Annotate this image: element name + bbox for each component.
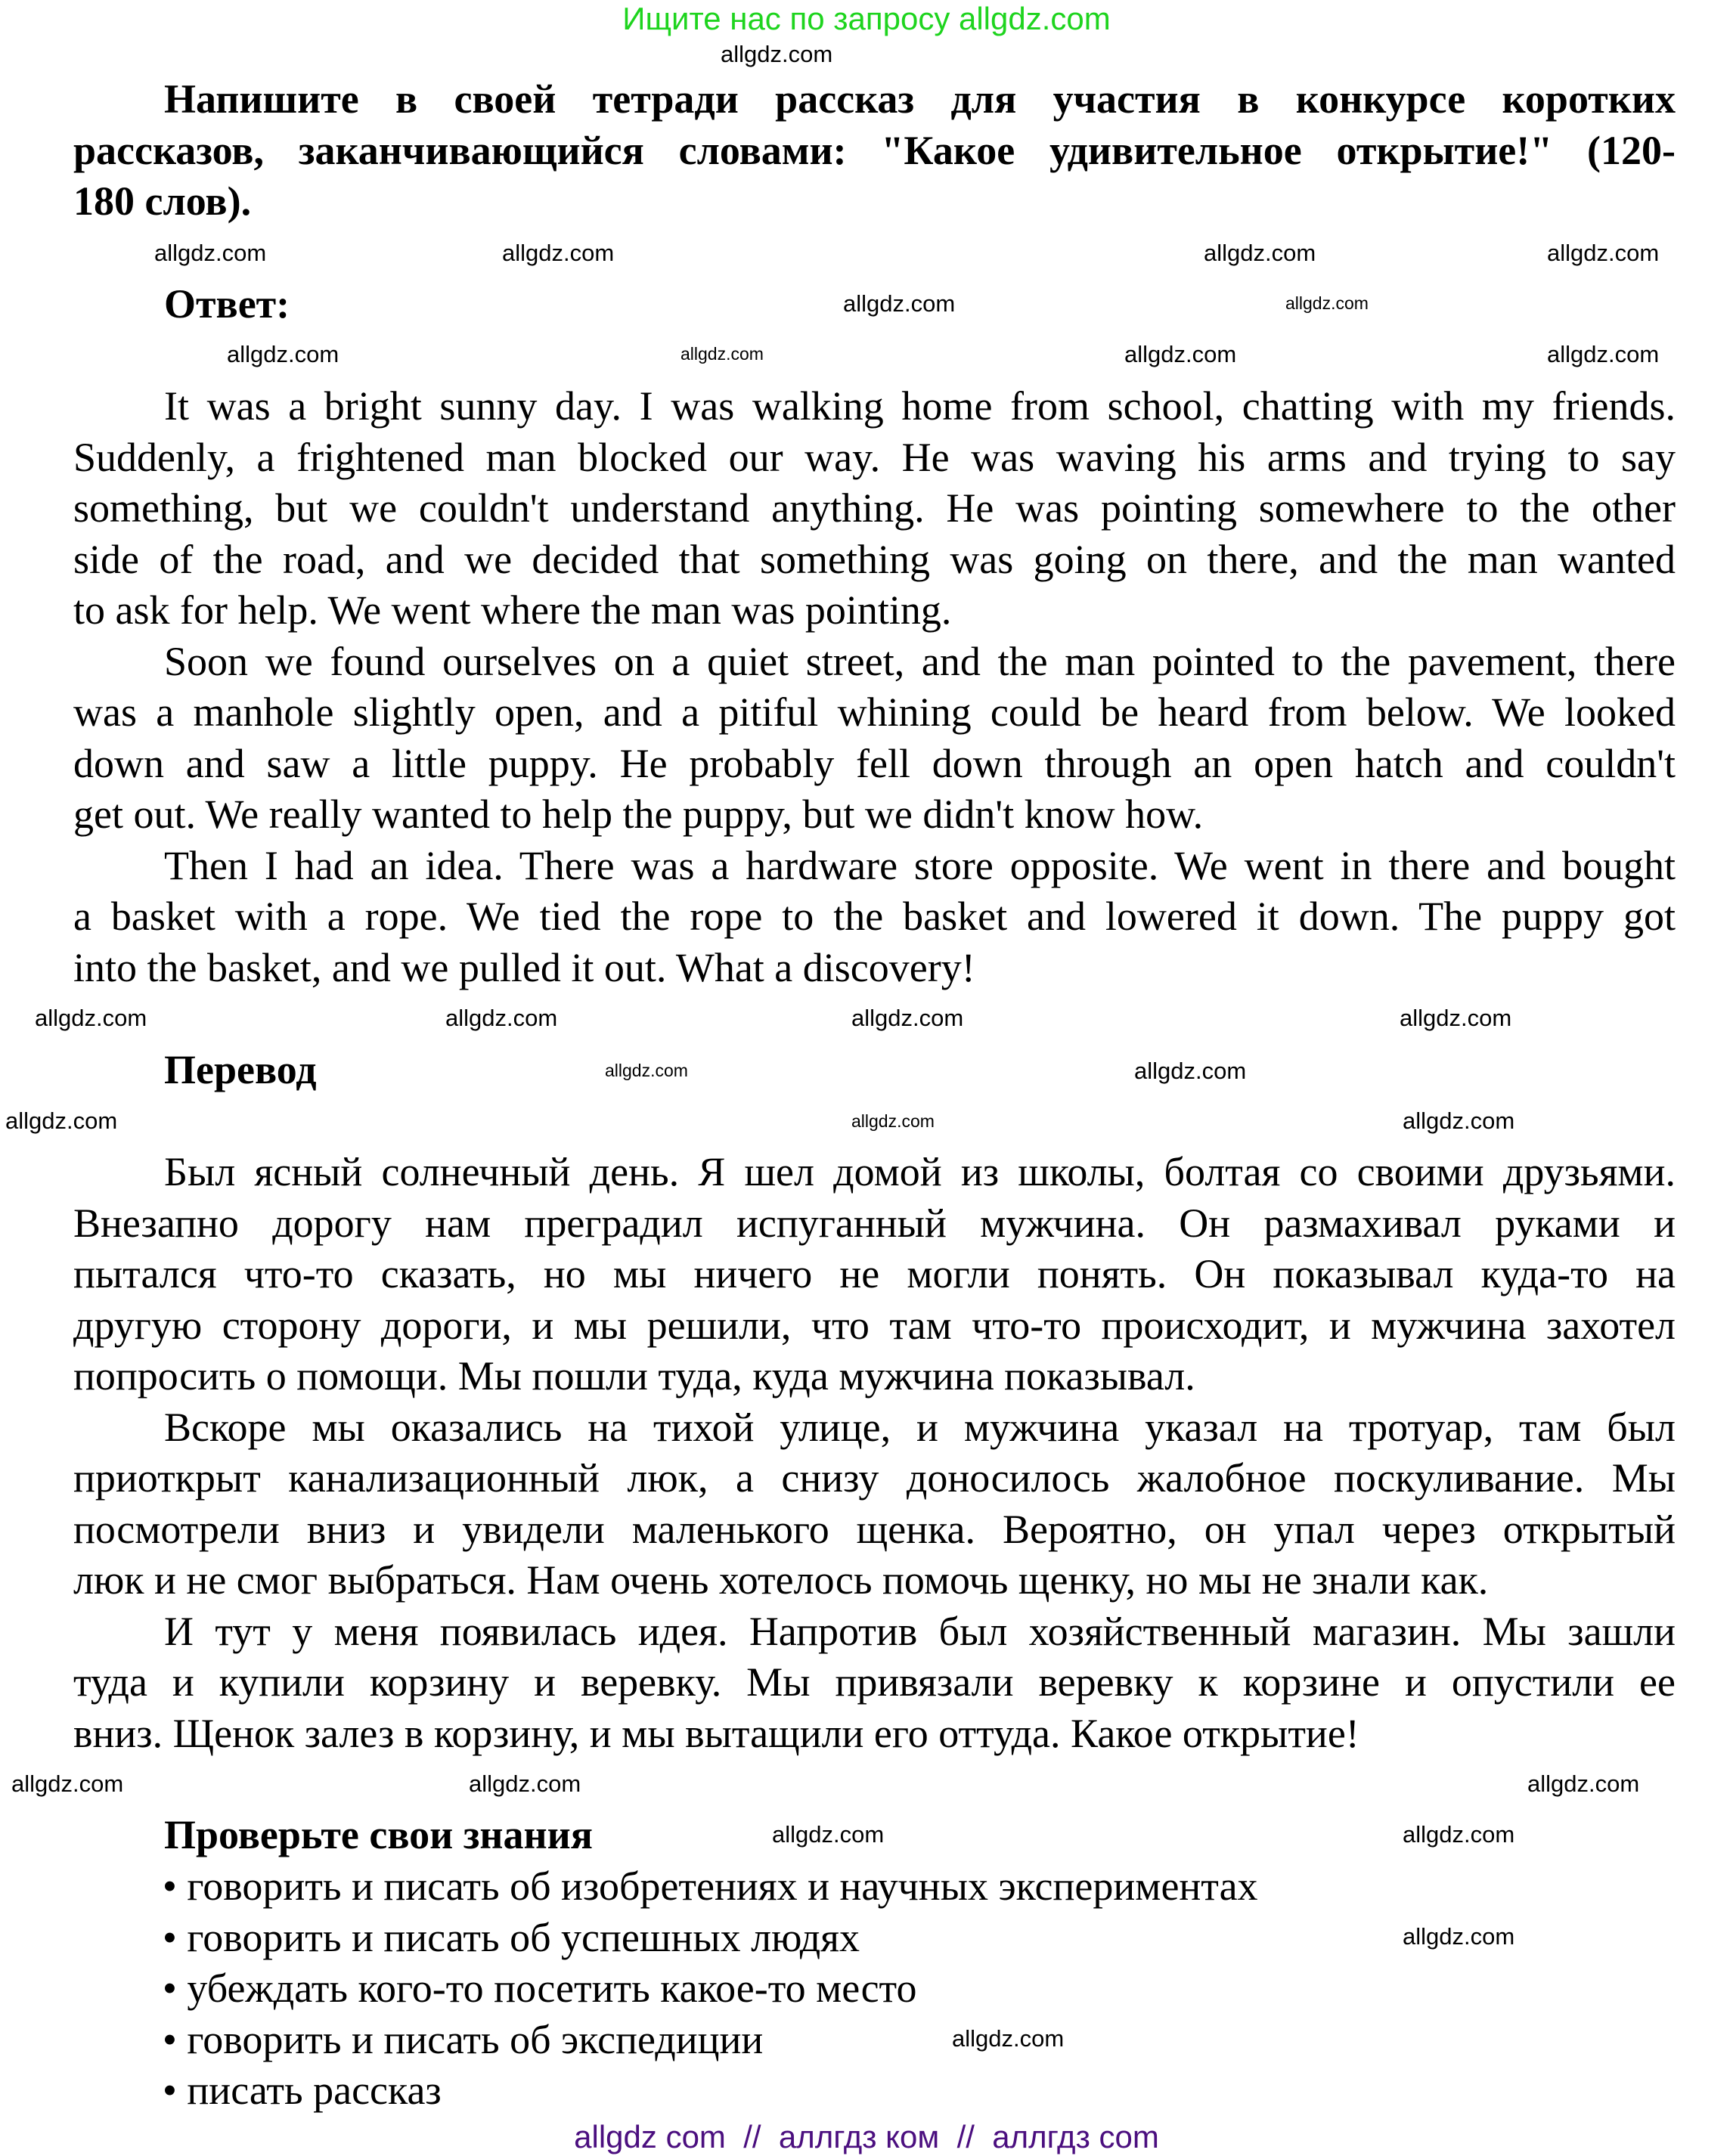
english-line: side of the road, and we decided that something was going on there, and the man wanted (73, 536, 1676, 582)
watermark: allgdz.com (605, 1061, 688, 1080)
russian-line: туда и купили корзину и веревку. Мы привязали веревку к корзине и опустили ее (73, 1659, 1676, 1705)
check-item: • говорить и писать об экспедиции (163, 2016, 764, 2062)
russian-line: И тут у меня появилась идея. Напротив был хозяйственный магазин. Мы зашли (164, 1608, 1676, 1654)
task-line: рассказов, заканчивающийся словами: "Какое удивительное открытие!" (120- (73, 127, 1676, 173)
watermark: allgdz.com (843, 290, 956, 317)
english-line: get out. We really wanted to help the puppy, but we didn't know how. (73, 791, 1204, 837)
english-line: Soon we found ourselves on a quiet street, and the man pointed to the pavement, there (164, 638, 1676, 684)
english-line: was a manhole slightly open, and a pitiful whining could be heard from below. We looked (73, 689, 1676, 735)
watermark: allgdz.com (154, 240, 267, 266)
search-banner: Ищите нас по запросу allgdz.com (622, 1, 1111, 36)
watermark: allgdz.com (1204, 240, 1316, 266)
task-text (73, 74, 1676, 228)
watermark: allgdz.com (1134, 1058, 1247, 1084)
english-story (73, 381, 1676, 993)
english-line: down and saw a little puppy. He probably fell down through an open hatch and couldn't (73, 740, 1676, 786)
russian-line: попросить о помощи. Мы пошли туда, куда мужчина показывал. (73, 1353, 1195, 1399)
check-item: • говорить и писать об изобретениях и научных экспериментах (163, 1863, 1258, 1909)
translation-heading: Перевод (164, 1047, 317, 1092)
check-heading: Проверьте свои знания (164, 1812, 593, 1857)
watermark: allgdz.com (445, 1005, 558, 1031)
watermark: allgdz.com (5, 1107, 118, 1134)
task-line: Напишите в своей тетради рассказ для участия в конкурсе коротких (164, 76, 1676, 122)
watermark: allgdz.com (1527, 1770, 1640, 1797)
watermark: allgdz.com (952, 2025, 1065, 2052)
watermark: allgdz.com (1285, 293, 1369, 313)
english-line: something, but we couldn't understand anything. He was pointing somewhere to the other (73, 485, 1676, 531)
russian-line: пытался что-то сказать, но мы ничего не могли понять. Он показывал куда-то на (73, 1251, 1676, 1296)
watermark: allgdz.com (1547, 341, 1660, 367)
check-list (163, 1861, 1258, 2117)
check-item: • писать рассказ (163, 2068, 442, 2113)
russian-line: посмотрели вниз и увидели маленького щенка. Вероятно, он упал через открытый (73, 1506, 1676, 1552)
russian-translation (73, 1147, 1676, 1759)
russian-line: Внезапно дорогу нам преградил испуганный мужчина. Он размахивал руками и (73, 1200, 1676, 1246)
watermark: allgdz.com (1400, 1005, 1512, 1031)
russian-line: Был ясный солнечный день. Я шел домой из школы, болтая со своими друзьями. (164, 1149, 1676, 1194)
task-line: 180 слов). (73, 178, 252, 224)
watermark: allgdz.com (1124, 341, 1237, 367)
check-item: • говорить и писать об успешных людях (163, 1914, 860, 1960)
watermark: allgdz.com (851, 1111, 935, 1131)
watermark: allgdz.com (469, 1770, 581, 1797)
watermark: allgdz.com (1403, 1923, 1515, 1950)
watermark: allgdz.com (1403, 1107, 1515, 1134)
russian-line: люк и не смог выбраться. Нам очень хотелось помочь щенку, но мы не знали как. (73, 1557, 1489, 1603)
answer-heading: Ответ: (164, 281, 290, 327)
watermark: allgdz.com (11, 1770, 124, 1797)
english-line: a basket with a rope. We tied the rope to the basket and lowered it down. The puppy got (73, 894, 1676, 939)
watermark: allgdz.com (1547, 240, 1660, 266)
english-line: to ask for help. We went where the man was pointing. (73, 587, 952, 633)
check-item: • убеждать кого-то посетить какое-то место (163, 1965, 917, 2011)
russian-line: Вскоре мы оказались на тихой улице, и мужчина указал на тротуар, там был (164, 1404, 1676, 1450)
watermark: allgdz.com (227, 341, 339, 367)
watermark: allgdz.com (721, 41, 833, 67)
watermark: allgdz.com (851, 1005, 964, 1031)
russian-line: приоткрыт канализационный люк, а снизу доносилось жалобное поскуливание. Мы (73, 1455, 1676, 1501)
bottom-banner: allgdz com // аллгдз ком // аллгдз com (574, 2119, 1159, 2154)
watermark: allgdz.com (680, 344, 764, 364)
watermark: allgdz.com (35, 1005, 147, 1031)
watermark: allgdz.com (772, 1821, 885, 1848)
english-line: Suddenly, a frightened man blocked our way. He was waving his arms and trying to say (73, 434, 1676, 480)
english-line: It was a bright sunny day. I was walking home from school, chatting with my friends. (164, 383, 1676, 429)
watermark: allgdz.com (502, 240, 615, 266)
watermark: allgdz.com (1403, 1821, 1515, 1848)
english-line: Then I had an idea. There was a hardware store opposite. We went in there and bought (164, 842, 1676, 888)
russian-line: другую сторону дороги, и мы решили, что там что-то происходит, и мужчина захотел (73, 1302, 1676, 1348)
russian-line: вниз. Щенок залез в корзину, и мы вытащили его оттуда. Какое открытие! (73, 1710, 1359, 1756)
english-line: into the basket, and we pulled it out. What a discovery! (73, 944, 975, 990)
